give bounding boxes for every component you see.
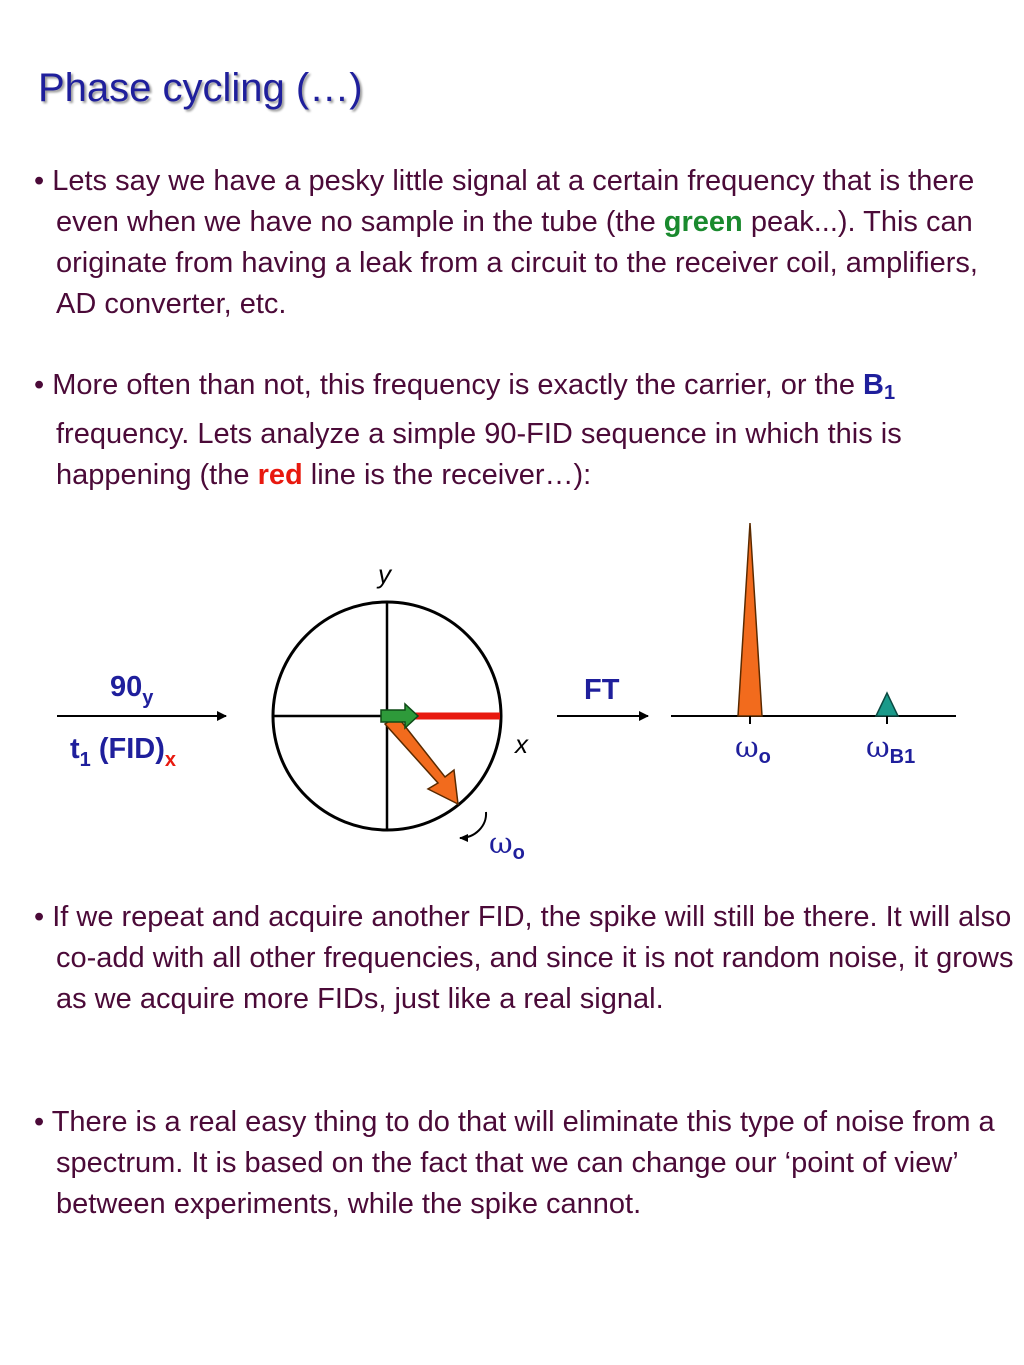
peak-omega-o bbox=[738, 523, 762, 716]
bullet: • bbox=[34, 369, 45, 401]
rotation-label: $\omega_o$ bbox=[489, 826, 525, 864]
peak-omega-b1 bbox=[876, 693, 898, 716]
bullet-paragraph-3 bbox=[34, 897, 1016, 1020]
signal-vector-orange bbox=[385, 716, 458, 804]
red-highlight: red bbox=[257, 459, 303, 491]
paragraph-text: line is the receiver…): bbox=[302, 459, 592, 491]
bullet-paragraph-1 bbox=[34, 161, 1016, 325]
page-title: Phase cycling (…) bbox=[38, 66, 363, 110]
ft-label: FT bbox=[584, 674, 620, 706]
paragraph-text: Lets say we have a pesky little signal at a certain frequency that is there even when we have no sample in the tube (the bbox=[52, 165, 975, 238]
phase-cycling-diagram bbox=[0, 515, 1024, 875]
paragraph-text: If we repeat and acquire another FID, the spike will still be there. It will also co-add with all other frequencies, and since it is not random noise, it grows as we acquire more FIDs, just like a real signal. bbox=[52, 901, 1014, 1015]
bullet-paragraph-4 bbox=[34, 1102, 1016, 1225]
peak-label-omega-b1: $\omega_{B1}$ bbox=[866, 730, 916, 768]
paragraph-text: There is a real easy thing to do that will eliminate this type of noise from a spectrum. It is based on the fact that we can change our ‘point of view’ between experiments, while the spike cannot. bbox=[51, 1106, 995, 1220]
paragraph-text: More often than not, this frequency is exactly the carrier, or the bbox=[52, 369, 864, 401]
x-axis-label: x bbox=[515, 729, 528, 759]
b1-highlight bbox=[863, 369, 896, 404]
green-highlight: green bbox=[663, 206, 743, 238]
bullet-paragraph-2 bbox=[34, 365, 1016, 496]
bullet: • bbox=[34, 1106, 45, 1138]
paragraph-text: frequency. Lets analyze a simple 90-FID sequence in which this is happening (the bbox=[56, 418, 902, 491]
y-axis-label: y bbox=[378, 559, 391, 589]
bullet: • bbox=[34, 901, 45, 933]
fid-label: $t_1$ $(FID)_x$ bbox=[70, 733, 177, 771]
paragraph-text: peak...). This can originate from having a leak from a circuit to the receiver coil, amplifiers, AD converter, etc. bbox=[56, 206, 978, 320]
bullet: • bbox=[34, 165, 45, 197]
pulse-label: $90_y$ bbox=[110, 671, 154, 709]
b1-subscript: 1 bbox=[883, 382, 896, 404]
peak-label-omega-o: $\omega_o$ bbox=[735, 730, 771, 768]
b1-symbol: B bbox=[863, 369, 884, 401]
rotation-arrow bbox=[460, 812, 486, 838]
pulse-subscript: y bbox=[142, 687, 154, 709]
